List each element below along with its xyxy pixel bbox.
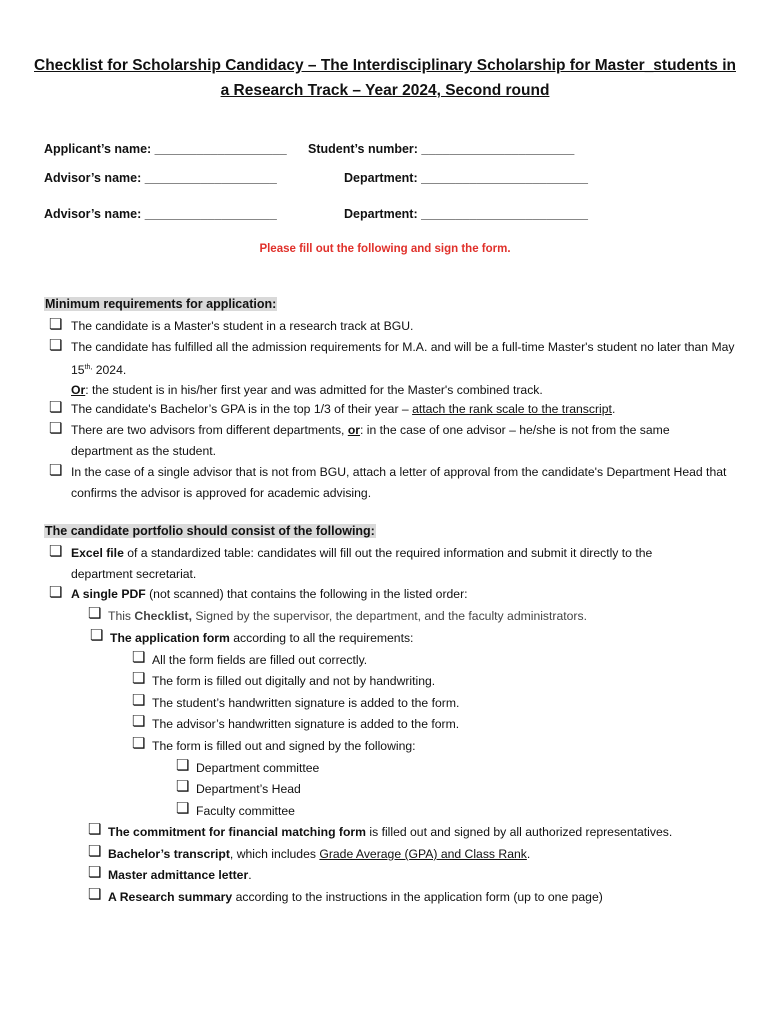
transcript-link: attach the rank scale to the transcript: [412, 402, 612, 416]
list-item: ❏ The candidate has fulfilled all the admission requirements for M.A. and will be a full-time Master's student no later than May $15^{th,}$ 2024. Or: the student is in his/her first year and was admitted for the Master's combined track.: [49, 337, 735, 398]
student-number-field[interactable]: Student’s number: ______________________: [308, 142, 575, 156]
page-title: Checklist for Scholarship Candidacy – The Interdisciplinary Scholarship for Master_students in a Research Track – Year 2024, Second round: [34, 57, 736, 99]
checkbox-icon[interactable]: ❏: [132, 649, 146, 666]
advisor-name-field-1[interactable]: Advisor’s name: ___________________: [44, 171, 277, 185]
checkbox-icon[interactable]: ❏: [176, 778, 190, 795]
checkbox-icon[interactable]: ❏: [176, 800, 190, 817]
list-item: ❏ Master admittance letter.: [88, 864, 252, 882]
checkbox-icon[interactable]: ❏: [88, 605, 102, 622]
list-item: ❏ Department committee: [176, 757, 320, 775]
list-item: ❏ The candidate is a Master's student in a research track at BGU.: [49, 316, 414, 333]
list-item: ❏ The form is filled out and signed by the following:: [132, 735, 416, 753]
checkbox-icon[interactable]: ❏: [88, 864, 102, 881]
checkbox-icon[interactable]: ❏: [90, 627, 104, 644]
list-item: ❏ A single PDF (not scanned) that contains the following in the listed order:: [49, 584, 468, 601]
checkbox-icon[interactable]: ❏: [49, 399, 63, 416]
checkbox-icon[interactable]: ❏: [49, 584, 63, 601]
checkbox-icon[interactable]: ❏: [49, 420, 63, 437]
checkbox-icon[interactable]: ❏: [132, 670, 146, 687]
checkbox-icon[interactable]: ❏: [132, 735, 146, 752]
checkbox-icon[interactable]: ❏: [132, 692, 146, 709]
checkbox-icon[interactable]: ❏: [88, 843, 102, 860]
checkbox-icon[interactable]: ❏: [88, 886, 102, 903]
list-item: ❏ The commitment for financial matching form is filled out and signed by all authorized representatives.: [88, 821, 673, 839]
checkbox-icon[interactable]: ❏: [88, 821, 102, 838]
list-item: ❏ Department’s Head: [176, 778, 301, 796]
list-item: ❏ The advisor’s handwritten signature is added to the form.: [132, 713, 460, 731]
checkbox-icon[interactable]: ❏: [176, 757, 190, 774]
list-item: ❏ The candidate's Bachelor’s GPA is in the top 1/3 of their year – attach the rank scale to the transcript.: [49, 399, 616, 416]
list-item: ❏ All the form fields are filled out correctly.: [132, 649, 368, 667]
list-item: ❏ Excel file of a standardized table: candidates will fill out the required information and submit it directly to the department secretariat.: [49, 543, 653, 581]
list-item: ❏ In the case of a single advisor that is not from BGU, attach a letter of approval from the candidate's Department Head that confirms the advisor is approved for academic advising.: [49, 462, 727, 500]
fill-notice: Please fill out the following and sign the form.: [259, 243, 511, 255]
checkbox-icon[interactable]: ❏: [49, 316, 63, 333]
list-item: ❏ The application form according to all the requirements:: [90, 627, 414, 645]
applicant-name-field[interactable]: Applicant’s name: ___________________: [44, 142, 287, 156]
list-item: ❏ The form is filled out digitally and not by handwriting.: [132, 670, 436, 688]
list-item: ❏ Bachelor’s transcript, which includes Grade Average (GPA) and Class Rank.: [88, 843, 531, 861]
list-item: ❏ Faculty committee: [176, 800, 295, 818]
department-field-2[interactable]: Department: ________________________: [344, 207, 588, 221]
list-item: ❏ The student’s handwritten signature is added to the form.: [132, 692, 460, 710]
checkbox-icon[interactable]: ❏: [49, 337, 63, 354]
department-field-1[interactable]: Department: ________________________: [344, 171, 588, 185]
checkbox-icon[interactable]: ❏: [49, 462, 63, 479]
portfolio-heading: The candidate portfolio should consist of the following:: [45, 524, 375, 538]
checkbox-icon[interactable]: ❏: [49, 543, 63, 560]
minimum-requirements-heading: Minimum requirements for application:: [45, 297, 277, 311]
advisor-name-field-2[interactable]: Advisor’s name: ___________________: [44, 207, 277, 221]
list-item: ❏ This Checklist, Signed by the supervisor, the department, and the faculty administrators.: [88, 605, 587, 623]
checkbox-icon[interactable]: ❏: [132, 713, 146, 730]
list-item: ❏ There are two advisors from different departments, or: in the case of one advisor – he/she is not from the same department as the student.: [49, 420, 670, 458]
list-item: ❏ A Research summary according to the instructions in the application form (up to one page): [88, 886, 603, 904]
